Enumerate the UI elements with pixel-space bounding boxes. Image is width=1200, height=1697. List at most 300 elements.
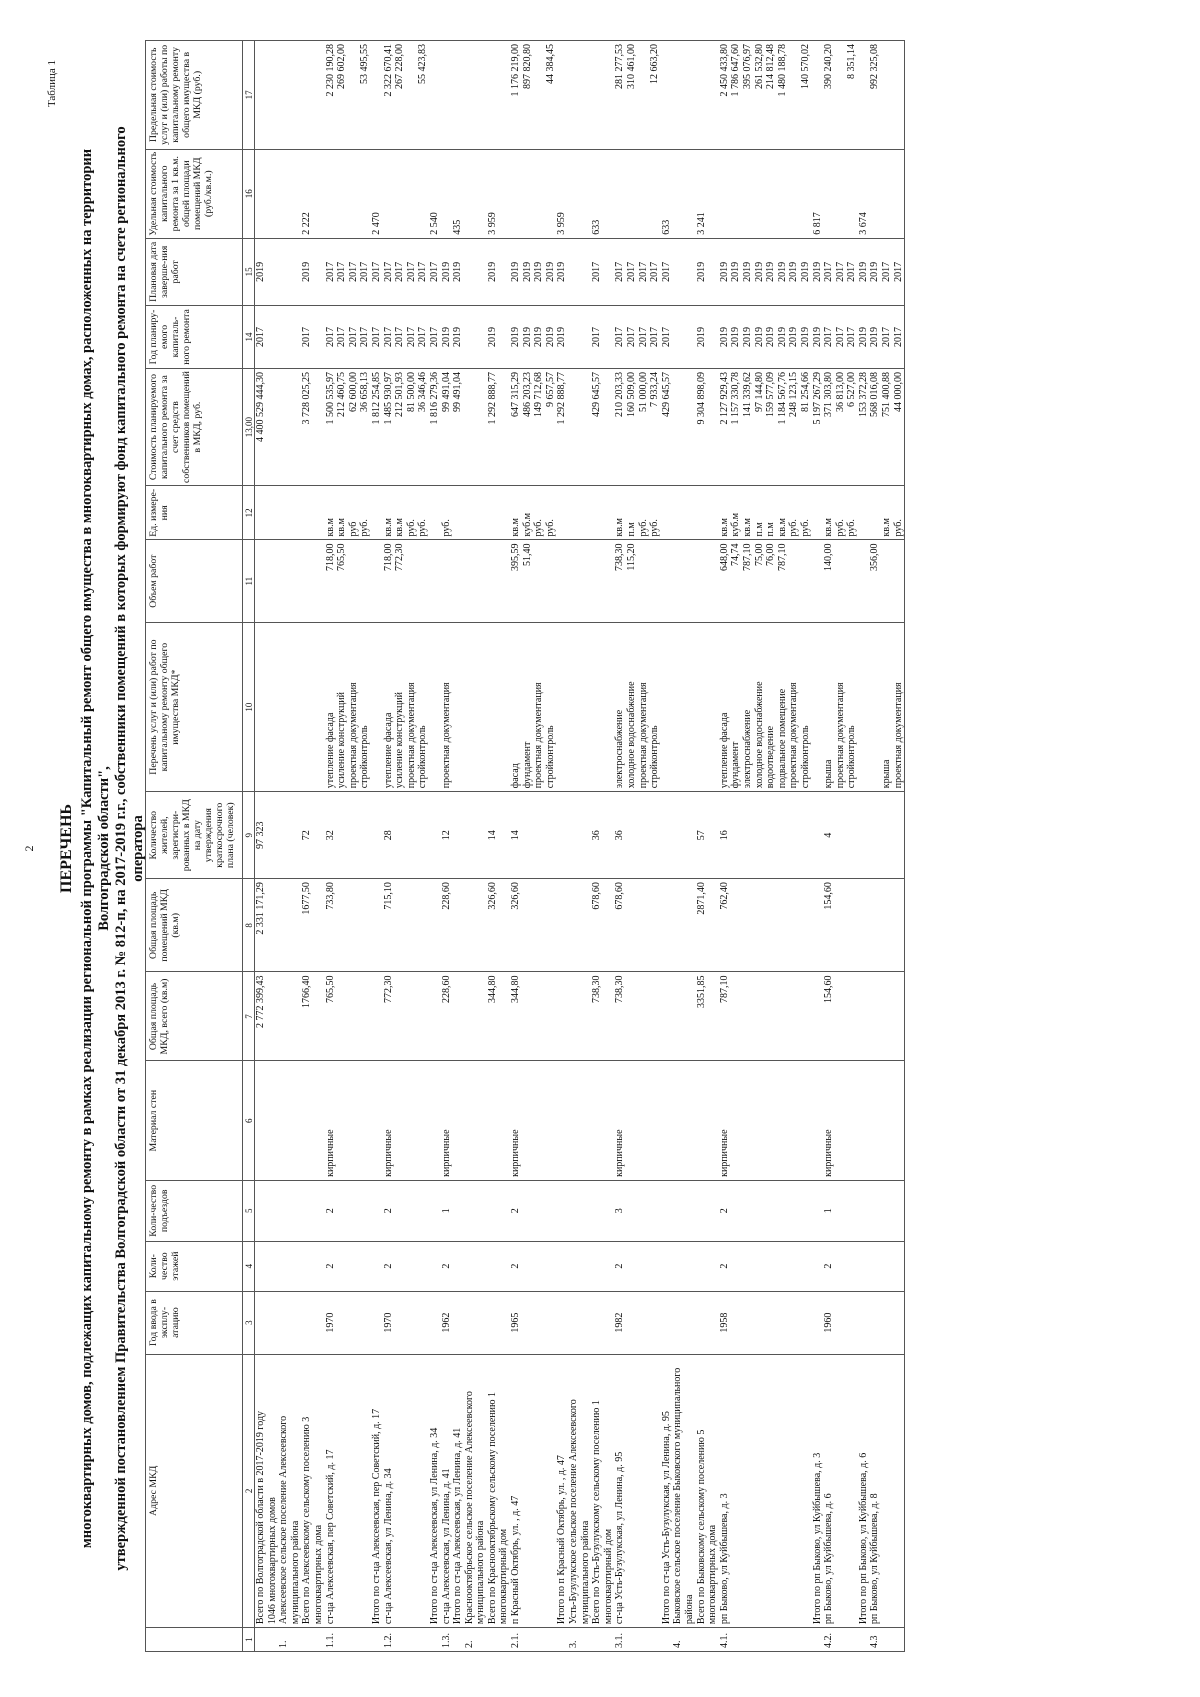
completion-date-cell: 2019: [812, 238, 824, 305]
address-cell: ст-ца Алексеевская, пер Советский, д. 17: [325, 1354, 371, 1628]
wall-material-cell: кирпичные: [383, 1061, 429, 1180]
work-volume-cell: 648,00 74,74 787,10 75,00 76,00 787,10: [719, 540, 812, 623]
unit-cell: кв.м кв.м руб руб.: [325, 486, 371, 540]
works-list-cell: [696, 622, 719, 791]
completion-date-cell: [278, 238, 301, 305]
completion-date-cell: 2019: [556, 238, 568, 305]
repair-year-cell: 2019 2019 2019 2019 2019 2019 2019 2019: [719, 305, 812, 368]
repair-year-cell: 2017: [371, 305, 383, 368]
unit-cell: [591, 486, 614, 540]
completion-date-cell: 2019: [301, 238, 324, 305]
floors-cell: [371, 1241, 383, 1291]
address-cell: ст-ца Алексеевская, ул Ленина, д. 34: [383, 1354, 429, 1628]
floors-cell: [452, 1241, 464, 1291]
table-row: [696, 41, 719, 1652]
unit-cost-cell: 3 959: [556, 149, 568, 238]
unit-cost-cell: [278, 149, 301, 238]
residents-cell: [371, 792, 383, 879]
floors-cell: [429, 1241, 441, 1291]
year-built-cell: [464, 1291, 487, 1354]
cost-cell: 153 372,28: [858, 368, 870, 485]
total-area-cell: 738,30: [614, 972, 660, 1061]
unit-cost-cell: [383, 149, 429, 238]
year-built-cell: 1970: [383, 1291, 429, 1354]
cost-cell: [464, 368, 487, 485]
header-row: [146, 41, 243, 1652]
col-number: 1: [243, 1628, 255, 1652]
works-list-cell: [255, 622, 279, 791]
entrances-cell: [452, 1180, 464, 1241]
year-built-cell: [278, 1291, 301, 1354]
residents-cell: 36: [591, 792, 614, 879]
year-built-cell: [661, 1291, 673, 1354]
year-built-cell: [869, 1291, 881, 1354]
wall-material-cell: [661, 1061, 673, 1180]
address-cell: рп Быково, ул Куйбышева, д. 6: [823, 1354, 858, 1628]
floors-cell: 2: [383, 1241, 429, 1291]
max-cost-cell: 2 230 190,28 269 602,00 53 495,55: [325, 41, 371, 150]
repair-year-cell: 2017: [429, 305, 441, 368]
unit-cost-cell: [441, 149, 453, 238]
col-header-3: Год ввода в эксплу-атацию: [146, 1291, 243, 1354]
total-area-cell: [452, 972, 464, 1061]
unit-cell: кв.м руб.: [881, 486, 905, 540]
completion-date-cell: [464, 238, 487, 305]
year-built-cell: 1962: [441, 1291, 453, 1354]
wall-material-cell: [696, 1061, 719, 1180]
entrances-cell: [672, 1180, 695, 1241]
premises-area-cell: 228,60: [441, 879, 453, 972]
col-header-14: Год планиру-емого капиталь-ного ремонта: [146, 305, 243, 368]
premises-area-cell: 2 331 171,29: [255, 879, 279, 972]
unit-cost-cell: 2 540: [429, 149, 441, 238]
unit-cost-cell: 435: [452, 149, 464, 238]
table-row: [510, 41, 556, 1652]
row-number-cell: 2.1.: [510, 1628, 556, 1652]
completion-date-cell: 2019: [255, 238, 279, 305]
col-number: 2: [243, 1354, 255, 1628]
max-cost-cell: [301, 41, 324, 150]
row-number-cell: 2.: [464, 1628, 487, 1652]
row-number-cell: [255, 1628, 279, 1652]
unit-cell: [255, 486, 279, 540]
residents-cell: 36: [614, 792, 660, 879]
cost-cell: 1 292 888,77: [487, 368, 510, 485]
page-number: 2: [22, 845, 36, 852]
works-list-cell: [858, 622, 870, 791]
work-volume-cell: [812, 540, 824, 623]
row-number-cell: [301, 1628, 324, 1652]
repair-year-cell: 2017 2017 2017: [823, 305, 858, 368]
max-cost-cell: [429, 41, 441, 150]
year-built-cell: [371, 1291, 383, 1354]
repair-year-cell: 2017: [301, 305, 324, 368]
floors-cell: 2: [441, 1241, 453, 1291]
address-cell: рп Быково, ул Куйбышева, д. 8: [869, 1354, 881, 1628]
floors-cell: 2: [823, 1241, 858, 1291]
unit-cost-cell: [614, 149, 660, 238]
floors-cell: 2: [614, 1241, 660, 1291]
floors-cell: 2: [719, 1241, 812, 1291]
unit-cost-cell: [672, 149, 695, 238]
row-number-cell: [371, 1628, 383, 1652]
entrances-cell: [464, 1180, 487, 1241]
table-body: [255, 41, 905, 1652]
repair-year-cell: [568, 305, 591, 368]
address-cell: Итого по рп Быково, ул Куйбышева, д. 3: [812, 1354, 824, 1628]
wall-material-cell: [568, 1061, 591, 1180]
works-list-cell: утепление фасада усиление конструкций проектная документация стройконтроль: [325, 622, 371, 791]
row-number-cell: 4.: [672, 1628, 695, 1652]
col-header-11: Объем работ: [146, 540, 243, 623]
col-number: 16: [243, 149, 255, 238]
col-number: 10: [243, 622, 255, 791]
works-list-cell: [464, 622, 487, 791]
max-cost-cell: 2 322 670,41 267 228,00 55 423,83: [383, 41, 429, 150]
col-number: 4: [243, 1241, 255, 1291]
unit-cell: руб.: [441, 486, 453, 540]
repair-year-cell: 2019: [858, 305, 870, 368]
year-built-cell: [429, 1291, 441, 1354]
wall-material-cell: [672, 1061, 695, 1180]
address-cell: Всего по Волгоградской области в 2017-2019 году 1046 многоквартирных домов: [255, 1354, 279, 1628]
repair-year-cell: 2017 2017: [881, 305, 905, 368]
entrances-cell: [301, 1180, 324, 1241]
address-cell: Итого по ст-ца Алексеевская, ул Ленина, д. 34: [429, 1354, 441, 1628]
col-header-7: Общая площадь МКД, всего (кв.м): [146, 972, 243, 1061]
table-row: [719, 41, 812, 1652]
entrances-cell: 1: [823, 1180, 858, 1241]
work-volume-cell: [278, 540, 301, 623]
unit-cost-cell: [719, 149, 812, 238]
premises-area-cell: 678,60: [614, 879, 660, 972]
year-built-cell: [858, 1291, 870, 1354]
table-row: [255, 41, 279, 1652]
residents-cell: 14: [510, 792, 556, 879]
max-cost-cell: [441, 41, 453, 150]
cost-cell: 429 645,57: [661, 368, 673, 485]
cost-cell: 4 400 529 444,30: [255, 368, 279, 485]
floors-cell: [812, 1241, 824, 1291]
cost-cell: 1 485 930,97 212 501,93 81 500,00 36 346,46: [383, 368, 429, 485]
col-header-8: Общая площадь помещений МКД (кв.м): [146, 879, 243, 972]
total-area-cell: 2 772 399,43: [255, 972, 279, 1061]
premises-area-cell: [556, 879, 568, 972]
floors-cell: [568, 1241, 591, 1291]
year-built-cell: [812, 1291, 824, 1354]
premises-area-cell: [661, 879, 673, 972]
max-cost-cell: [255, 41, 279, 150]
floors-cell: [556, 1241, 568, 1291]
residents-cell: [568, 792, 591, 879]
work-volume-cell: [301, 540, 324, 623]
entrances-cell: 2: [719, 1180, 812, 1241]
table-row: [325, 41, 371, 1652]
entrances-cell: [869, 1180, 881, 1241]
col-number: 14: [243, 305, 255, 368]
premises-area-cell: [812, 879, 824, 972]
document-subtitle-line-2: утвержденной постановлением Правительства Волгоградской области от 31 декабря 2013 г. № 812-п, на 2017-2019 г.г., собственники помещений в которых формируют фонд капитального ремонта на счете регионального оператора: [113, 126, 146, 1571]
floors-cell: [661, 1241, 673, 1291]
max-cost-cell: [487, 41, 510, 150]
wall-material-cell: [556, 1061, 568, 1180]
row-number-cell: 4.3: [869, 1628, 881, 1652]
works-list-cell: [371, 622, 383, 791]
premises-area-cell: 2871,40: [696, 879, 719, 972]
year-built-cell: 1958: [719, 1291, 812, 1354]
address-cell: ст-ца Усть-Бузулукская, ул Ленина, д. 95: [614, 1354, 660, 1628]
completion-date-cell: 2017 2017 2017: [823, 238, 858, 305]
max-cost-cell: [881, 41, 905, 150]
year-built-cell: [672, 1291, 695, 1354]
work-volume-cell: [591, 540, 614, 623]
entrances-cell: [278, 1180, 301, 1241]
residents-cell: [429, 792, 441, 879]
repair-year-cell: 2017: [661, 305, 673, 368]
table-row: [441, 41, 453, 1652]
works-list-cell: утепление фасада фундамент электроснабжение холодное водоснабжение водоотведение подвальное помещение проектная документация стройконтроль: [719, 622, 812, 791]
premises-area-cell: [858, 879, 870, 972]
work-volume-cell: [672, 540, 695, 623]
unit-cost-cell: [881, 149, 905, 238]
work-volume-cell: [371, 540, 383, 623]
premises-area-cell: 154,60: [823, 879, 858, 972]
completion-date-cell: [672, 238, 695, 305]
wall-material-cell: [371, 1061, 383, 1180]
completion-date-cell: 2019 2019 2019 2019: [510, 238, 556, 305]
table-row: [812, 41, 824, 1652]
row-number-cell: [881, 1628, 905, 1652]
table-row: [452, 41, 464, 1652]
col-number: 17: [243, 41, 255, 150]
wall-material-cell: [255, 1061, 279, 1180]
works-list-cell: [672, 622, 695, 791]
max-cost-cell: [696, 41, 719, 150]
max-cost-cell: 1 176 219,00 897 820,80 44 384,45: [510, 41, 556, 150]
unit-cost-cell: [510, 149, 556, 238]
repair-year-cell: 2017 2017 2017 2017: [383, 305, 429, 368]
table-row: [429, 41, 441, 1652]
total-area-cell: [278, 972, 301, 1061]
col-header-12: Ед. измере-ния: [146, 486, 243, 540]
cost-cell: 429 645,57: [591, 368, 614, 485]
cost-cell: 99 491,04: [452, 368, 464, 485]
row-number-cell: [429, 1628, 441, 1652]
floors-cell: [672, 1241, 695, 1291]
table-row: [823, 41, 858, 1652]
col-header-2: Адрес МКД: [146, 1354, 243, 1628]
max-cost-cell: [591, 41, 614, 150]
entrances-cell: 2: [510, 1180, 556, 1241]
col-number: 15: [243, 238, 255, 305]
wall-material-cell: кирпичные: [719, 1061, 812, 1180]
unit-cell: [661, 486, 673, 540]
wall-material-cell: [881, 1061, 905, 1180]
year-built-cell: [696, 1291, 719, 1354]
cost-cell: [672, 368, 695, 485]
completion-date-cell: 2019: [487, 238, 510, 305]
year-built-cell: [568, 1291, 591, 1354]
total-area-cell: 344,80: [510, 972, 556, 1061]
premises-area-cell: [672, 879, 695, 972]
unit-cell: [556, 486, 568, 540]
max-cost-cell: 281 277,53 310 461,00 12 663,20: [614, 41, 660, 150]
work-volume-cell: 356,00: [869, 540, 881, 623]
row-number-cell: 4.1.: [719, 1628, 812, 1652]
residents-cell: [881, 792, 905, 879]
residents-cell: 28: [383, 792, 429, 879]
total-area-cell: 738,30: [591, 972, 614, 1061]
row-number-cell: 1.2.: [383, 1628, 429, 1652]
wall-material-cell: [487, 1061, 510, 1180]
residents-cell: 14: [487, 792, 510, 879]
completion-date-cell: 2019: [441, 238, 453, 305]
row-number-cell: 4.2.: [823, 1628, 858, 1652]
total-area-cell: 344,80: [487, 972, 510, 1061]
unit-cell: [487, 486, 510, 540]
address-cell: Итого по ст-ца Алексеевская, ул Ленина, д. 41: [452, 1354, 464, 1628]
total-area-cell: [568, 972, 591, 1061]
cost-cell: 1 816 279,36: [429, 368, 441, 485]
max-cost-cell: 390 240,20 8 351,14: [823, 41, 858, 150]
entrances-cell: [661, 1180, 673, 1241]
entrances-cell: [568, 1180, 591, 1241]
row-number-cell: 3.: [568, 1628, 591, 1652]
residents-cell: 12: [441, 792, 453, 879]
premises-area-cell: [278, 879, 301, 972]
work-volume-cell: 718,00 765,50: [325, 540, 371, 623]
works-list-cell: [869, 622, 881, 791]
residents-cell: 4: [823, 792, 858, 879]
table-row: [568, 41, 591, 1652]
max-cost-cell: [371, 41, 383, 150]
unit-cell: кв.м п.м руб. руб.: [614, 486, 660, 540]
wall-material-cell: [301, 1061, 324, 1180]
work-volume-cell: 718,00 772,30: [383, 540, 429, 623]
address-cell: Итого по п Красный Октябрь, ул. , д. 47: [556, 1354, 568, 1628]
max-cost-cell: [568, 41, 591, 150]
max-cost-cell: [812, 41, 824, 150]
col-number: 13,00: [243, 368, 255, 485]
address-cell: Итого по ст-ца Алексеевская, пер Советский, д. 17: [371, 1354, 383, 1628]
works-list-cell: [591, 622, 614, 791]
address-cell: Всего по Краснооктябрьскому сельскому поселению 1 многоквартирный дом: [487, 1354, 510, 1628]
row-number-cell: [858, 1628, 870, 1652]
repair-year-cell: 2019: [812, 305, 824, 368]
col-header-6: Материал стен: [146, 1061, 243, 1180]
table-row: [464, 41, 487, 1652]
total-area-cell: [858, 972, 870, 1061]
completion-date-cell: 2019: [452, 238, 464, 305]
premises-area-cell: 733,80: [325, 879, 371, 972]
premises-area-cell: 715,10: [383, 879, 429, 972]
max-cost-cell: [464, 41, 487, 150]
wall-material-cell: [278, 1061, 301, 1180]
wall-material-cell: [858, 1061, 870, 1180]
year-built-cell: [881, 1291, 905, 1354]
premises-area-cell: 326,60: [510, 879, 556, 972]
col-number: 8: [243, 879, 255, 972]
col-number: 3: [243, 1291, 255, 1354]
unit-cell: [464, 486, 487, 540]
col-header-17: Предельная стоимость услуг и (или) работы по капитальному ремонту общего имущества в МКД (руб.): [146, 41, 243, 150]
completion-date-cell: 2019: [869, 238, 881, 305]
address-cell: [881, 1354, 905, 1628]
wall-material-cell: [869, 1061, 881, 1180]
repair-year-cell: [464, 305, 487, 368]
floors-cell: [278, 1241, 301, 1291]
works-list-cell: [452, 622, 464, 791]
wall-material-cell: кирпичные: [325, 1061, 371, 1180]
floors-cell: [858, 1241, 870, 1291]
total-area-cell: [672, 972, 695, 1061]
entrances-cell: [881, 1180, 905, 1241]
row-number-cell: [661, 1628, 673, 1652]
work-volume-cell: [568, 540, 591, 623]
col-header-13: Стоимость планируемого капитального ремонта за счет средств собственников помещений в МКД, руб.: [146, 368, 243, 485]
work-volume-cell: [661, 540, 673, 623]
entrances-cell: [487, 1180, 510, 1241]
row-number-cell: 1.: [278, 1628, 301, 1652]
completion-date-cell: [568, 238, 591, 305]
address-cell: Алексеевское сельское поселение Алексеевского муниципального района: [278, 1354, 301, 1628]
repair-year-cell: 2017: [591, 305, 614, 368]
residents-cell: [452, 792, 464, 879]
unit-cost-cell: 3 241: [696, 149, 719, 238]
col-header-5: Коли-чество подъездов: [146, 1180, 243, 1241]
total-area-cell: 772,30: [383, 972, 429, 1061]
works-list-cell: [556, 622, 568, 791]
completion-date-cell: 2017: [371, 238, 383, 305]
residents-cell: [661, 792, 673, 879]
row-number-cell: [556, 1628, 568, 1652]
col-header-4: Коли-чество этажей: [146, 1241, 243, 1291]
row-number-cell: [452, 1628, 464, 1652]
max-cost-cell: 2 450 433,80 1 786 647,60 395 076,97 261 532,80 214 812,48 1 480 188,78 140 570,02: [719, 41, 812, 150]
cost-cell: [568, 368, 591, 485]
work-volume-cell: [556, 540, 568, 623]
repair-year-cell: 2019: [487, 305, 510, 368]
entrances-cell: 3: [614, 1180, 660, 1241]
premises-area-cell: [881, 879, 905, 972]
residents-cell: [672, 792, 695, 879]
year-built-cell: 1960: [823, 1291, 858, 1354]
total-area-cell: [371, 972, 383, 1061]
year-built-cell: [556, 1291, 568, 1354]
row-number-cell: [812, 1628, 824, 1652]
work-volume-cell: 140,00: [823, 540, 858, 623]
total-area-cell: 228,60: [441, 972, 453, 1061]
works-list-cell: крыша проектная документация стройконтроль: [823, 622, 858, 791]
entrances-cell: 1: [441, 1180, 453, 1241]
year-built-cell: [255, 1291, 279, 1354]
row-number-cell: [591, 1628, 614, 1652]
work-volume-cell: [441, 540, 453, 623]
wall-material-cell: кирпичные: [614, 1061, 660, 1180]
floors-cell: [696, 1241, 719, 1291]
unit-cost-cell: [255, 149, 279, 238]
entrances-cell: [696, 1180, 719, 1241]
completion-date-cell: 2017 2017 2017 2017: [614, 238, 660, 305]
unit-cell: [812, 486, 824, 540]
premises-area-cell: [568, 879, 591, 972]
max-cost-cell: 992 325,08: [869, 41, 881, 150]
max-cost-cell: [278, 41, 301, 150]
address-cell: п Красный Октябрь, ул. , д. 47: [510, 1354, 556, 1628]
max-cost-cell: [672, 41, 695, 150]
work-volume-cell: [696, 540, 719, 623]
col-header-15: Плановая дата заверше-ния работ: [146, 238, 243, 305]
